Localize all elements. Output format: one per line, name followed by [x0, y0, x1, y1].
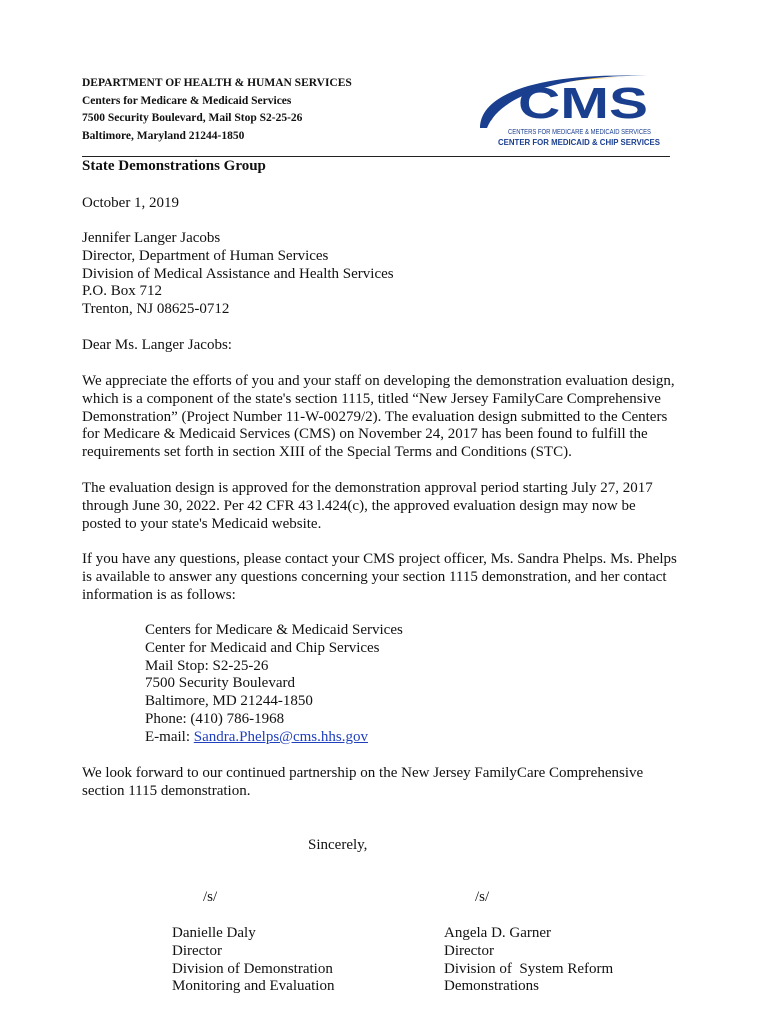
paragraph-line: requirements set forth in section XIII of the Special Terms and Conditions (STC). — [82, 444, 572, 461]
signer-division: Demonstrations — [444, 978, 539, 995]
signer-name: Danielle Daly — [172, 925, 256, 941]
recipient-line: Jennifer Langer Jacobs — [82, 230, 221, 246]
paragraph-line: which is a component of the state's section 1115, titled “New Jersey FamilyCare Comprehensive — [82, 390, 661, 407]
paragraph-line: through June 30, 2022. Per 42 CFR 43 l.424(c), the approved evaluation design may now be — [82, 497, 636, 514]
recipient-line: P.O. Box 712 — [82, 283, 163, 300]
agency-city: Baltimore, Maryland 21244-1850 — [82, 129, 245, 142]
salutation: Dear Ms. Langer Jacobs: — [82, 337, 232, 353]
signature-block-right — [444, 925, 613, 996]
paragraph-line: Demonstration” (Project Number 11-W-00279/2). The evaluation design submitted to the Centers — [82, 408, 668, 425]
signer-division: Division of System Reform — [444, 960, 614, 977]
contact-line: Baltimore, MD 21244-1850 — [145, 693, 313, 710]
paragraph-1 — [82, 373, 675, 462]
paragraph-line: We look forward to our continued partnership on the New Jersey FamilyCare Comprehensive — [82, 765, 644, 781]
paragraph-line: information is as follows: — [82, 586, 236, 603]
contact-line: Phone: (410) 786-1968 — [145, 710, 285, 727]
recipient-line: Director, Department of Human Services — [82, 247, 329, 264]
paragraph-line: The evaluation design is approved for the demonstration approval period starting July 27, 2017 — [82, 480, 653, 496]
recipient-line: Division of Medical Assistance and Health Services — [82, 265, 394, 282]
closing: Sincerely, — [308, 837, 368, 853]
paragraph-2 — [82, 480, 653, 533]
signer-division: Monitoring and Evaluation — [172, 978, 335, 995]
paragraph-line: is available to answer any questions concerning your section 1115 demonstration, and her contact — [82, 568, 667, 585]
paragraph-line: section 1115 demonstration. — [82, 782, 251, 799]
paragraph-4 — [82, 765, 643, 801]
agency-dept: DEPARTMENT OF HEALTH & HUMAN SERVICES — [82, 77, 352, 89]
contact-line: Center for Medicaid and Chip Services — [145, 639, 380, 656]
signer-title: Director — [444, 942, 494, 959]
agency-street: 7500 Security Boulevard, Mail Stop S2-25-26 — [82, 112, 303, 124]
email-label: E-mail: — [145, 728, 194, 745]
paragraph-line: If you have any questions, please contact your CMS project officer, Ms. Sandra Phelps. Ms. Phelps — [82, 551, 677, 567]
paragraph-3 — [82, 551, 677, 604]
contact-line: Centers for Medicare & Medicaid Services — [145, 622, 403, 638]
paragraph-line: posted to your state's Medicaid website. — [82, 515, 322, 532]
group-title: State Demonstrations Group — [82, 158, 266, 174]
signer-title: Director — [172, 942, 222, 959]
logo-wordmark: CMS — [518, 79, 648, 128]
agency-address-block — [82, 75, 352, 145]
contact-line: Mail Stop: S2-25-26 — [145, 657, 269, 674]
contact-block — [145, 622, 403, 747]
signature-block-left — [172, 925, 334, 996]
contact-line: 7500 Security Boulevard — [145, 675, 295, 692]
signature-mark-left: /s/ — [203, 889, 218, 905]
header-divider — [82, 156, 670, 157]
logo-line1: CENTERS FOR MEDICARE & MEDICAID SERVICES — [508, 129, 652, 136]
signature-mark-right: /s/ — [475, 889, 490, 905]
paragraph-line: We appreciate the efforts of you and your staff on developing the demonstration evaluation design, — [82, 373, 675, 389]
logo-line2: CENTER FOR MEDICAID & CHIP SERVICES — [498, 138, 661, 147]
recipient-line: Trenton, NJ 08625-0712 — [82, 301, 230, 318]
signer-name: Angela D. Garner — [444, 925, 552, 941]
signer-division: Division of Demonstration — [172, 960, 333, 977]
letter-date: October 1, 2019 — [82, 195, 180, 211]
recipient-address — [82, 230, 394, 319]
contact-email-line — [145, 729, 403, 747]
cms-logo — [478, 72, 668, 152]
agency-centers: Centers for Medicare & Medicaid Services — [82, 94, 292, 107]
paragraph-line: for Medicare & Medicaid Services (CMS) on November 24, 2017 has been found to fulfill the — [82, 426, 648, 443]
email-link[interactable]: Sandra.Phelps@cms.hhs.gov — [193, 728, 368, 745]
